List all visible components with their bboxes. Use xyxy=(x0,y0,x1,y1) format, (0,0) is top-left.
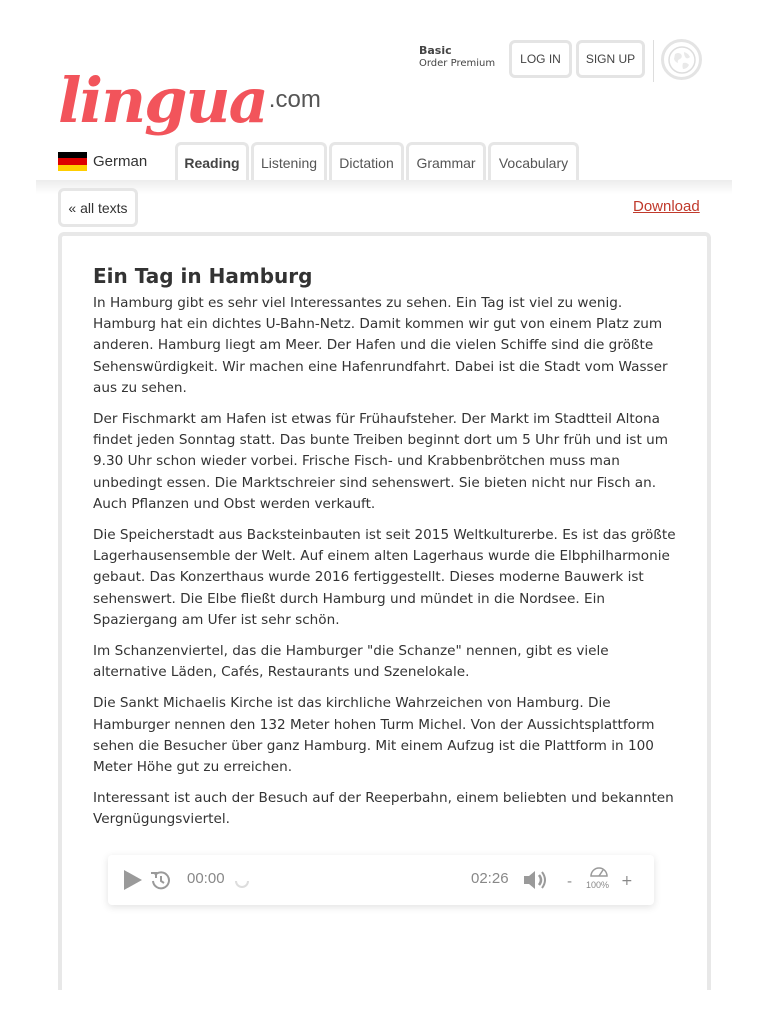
site-header xyxy=(36,0,732,180)
tab-reading[interactable]: Reading xyxy=(175,142,249,180)
page-footer-area xyxy=(36,990,732,1024)
article-paragraph: In Hamburg gibt es sehr viel Interessantes zu sehen. Ein Tag ist viel zu wenig. Hamburg hat ein dichtes U-Bahn-Netz. Damit kommen wir gut von einem Platz zum anderen. Hamburg liegt am Meer. Der Hafen und die vielen Schiffe sind die größte Sehenswürdigkeit. Wir machen eine Hafenrundfahrt. Dabei ist die Stadt vom Wasser aus zu sehen. xyxy=(93,295,668,396)
article-paragraph: Die Speicherstadt aus Backsteinbauten ist seit 2015 Weltkulturerbe. Es ist das größte Lagerhausensemble der Welt. Auf einem alten Lagerhaus wurde die Elbphilharmonie gebaut. Das Konzerthaus wurde 2016 fertiggestellt. Dieses moderne Bauwerk ist sehenswert. Die Elbe fließt durch Hamburg und mündet in die Nordsee. Ein Spaziergang am Ufer ist sehr schön. xyxy=(93,527,676,628)
audio-player xyxy=(108,855,654,905)
tab-grammar[interactable]: Grammar xyxy=(406,142,486,180)
article-paragraph: Die Sankt Michaelis Kirche ist das kirchliche Wahrzeichen von Hamburg. Die Hamburger nennen den 132 Meter hohen Turm Michel. Von der Aussichtsplattform sehen die Besucher über ganz Hamburg. Mit einem Aufzug ist die Plattform in 100 Meter Höhe gut zu erreichen. xyxy=(93,695,655,776)
logo-suffix: .com xyxy=(268,86,321,113)
header-shadow xyxy=(36,180,732,194)
speedometer-icon xyxy=(589,864,609,878)
download-link[interactable]: Download xyxy=(633,198,700,215)
current-time: 00:00 xyxy=(187,870,225,887)
plan-info xyxy=(419,44,495,70)
article-paragraph: Der Fischmarkt am Hafen ist etwas für Frühaufsteher. Der Markt im Stadtteil Altona findet jeden Sonntag statt. Das bunte Treiben beginnt dort um 5 Uhr früh und ist um 9.30 Uhr schon wieder vorbei. Frische Fisch- und Krabbenbrötchen muss man unbedingt essen. Die Marktschreier sind sehenswert. Sie bieten nicht nur Fisch an. Auch Pflanzen und Obst werden verkauft. xyxy=(93,411,669,512)
tab-listening[interactable]: Listening xyxy=(251,142,327,180)
language-selector-button[interactable] xyxy=(661,39,702,80)
globe-icon xyxy=(667,45,697,75)
article-paragraph: Im Schanzenviertel, das die Hamburger "die Schanze" nennen, gibt es viele alternative Läden, Cafés, Restaurants und Szenelokale. xyxy=(93,643,609,681)
all-texts-button[interactable]: « all texts xyxy=(58,188,138,227)
rewind-history-icon[interactable] xyxy=(150,869,172,891)
playback-speed: 100% xyxy=(586,880,610,890)
german-flag-icon xyxy=(58,152,87,171)
volume-icon[interactable] xyxy=(521,868,549,892)
loading-spinner-icon xyxy=(232,871,252,891)
plan-name: Basic xyxy=(419,44,452,57)
tab-vocabulary[interactable]: Vocabulary xyxy=(488,142,579,180)
speed-increase-button[interactable]: + xyxy=(621,873,633,889)
language-label: German xyxy=(93,153,148,170)
current-language[interactable] xyxy=(58,152,147,171)
article-title: Ein Tag in Hamburg xyxy=(93,264,313,288)
speed-decrease-button[interactable]: - xyxy=(567,874,573,890)
signup-button[interactable]: SIGN UP xyxy=(576,40,645,78)
section-tabs xyxy=(175,142,581,180)
login-button[interactable]: LOG IN xyxy=(509,40,572,78)
header-divider xyxy=(653,40,654,82)
article-body xyxy=(93,293,679,841)
order-premium-link[interactable]: Order Premium xyxy=(419,58,496,69)
tab-dictation[interactable]: Dictation xyxy=(329,142,404,180)
play-icon[interactable] xyxy=(122,868,144,892)
article-paragraph: Interessant ist auch der Besuch auf der Reeperbahn, einem beliebten und bekannten Vergnügungsviertel. xyxy=(93,790,674,828)
duration: 02:26 xyxy=(471,870,509,887)
logo[interactable] xyxy=(58,40,321,137)
logo-text: lingua xyxy=(58,64,267,137)
